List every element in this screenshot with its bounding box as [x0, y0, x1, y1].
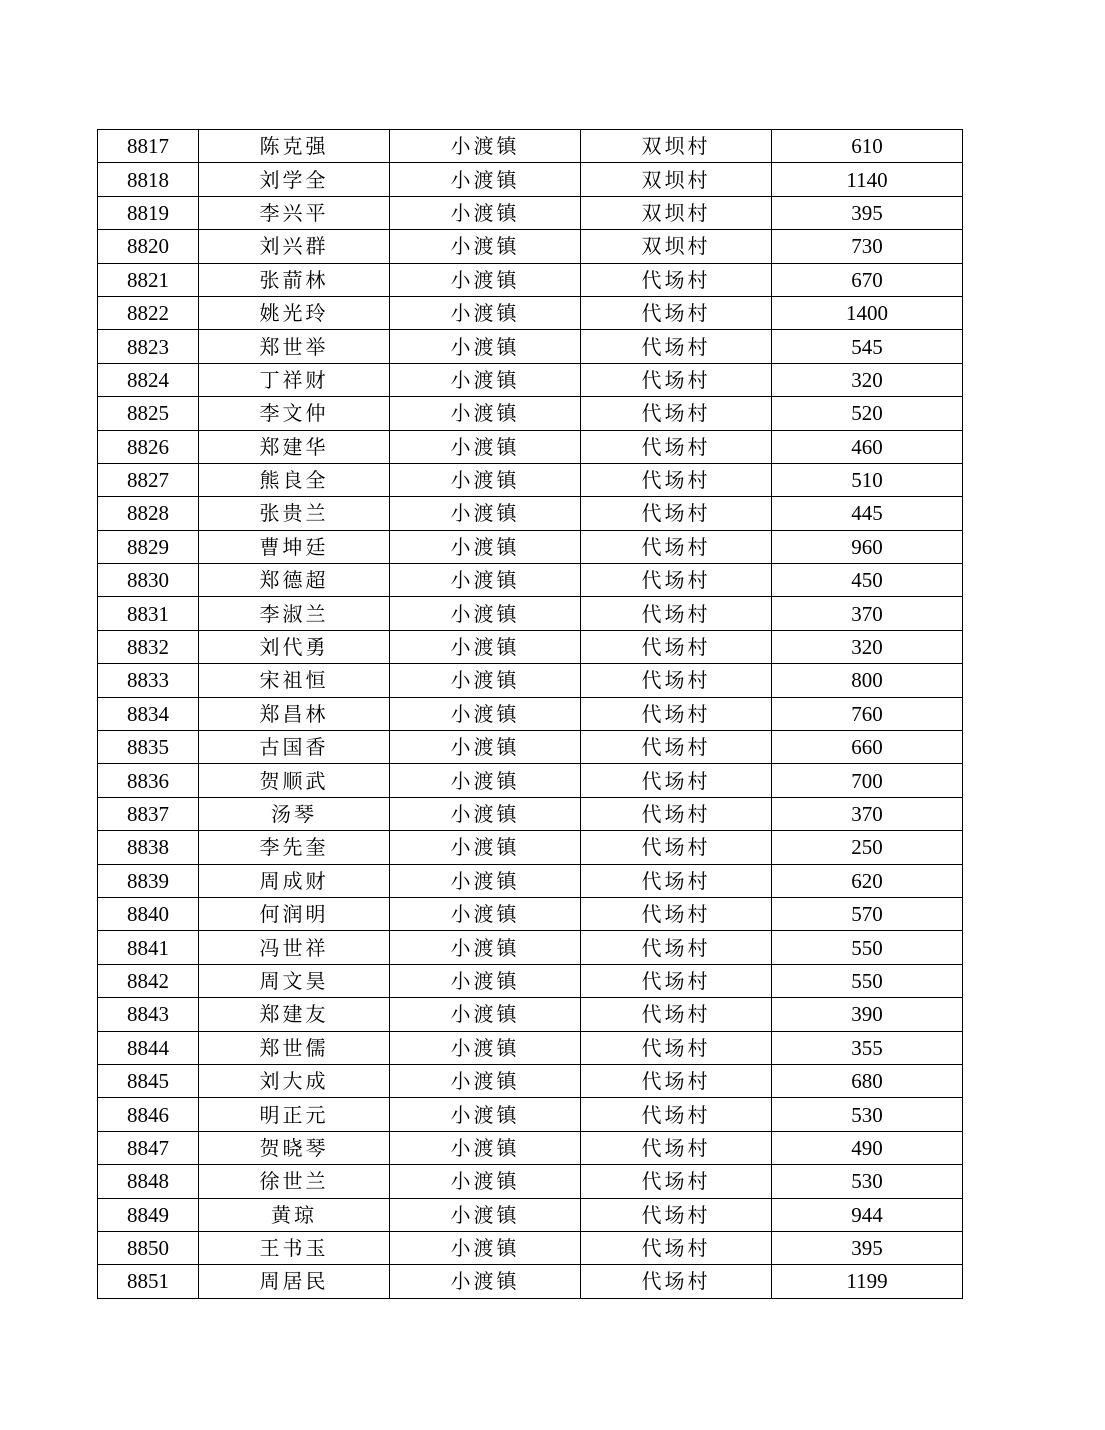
name-cell: 周成财	[199, 864, 390, 897]
table-row	[98, 764, 963, 797]
serial-number-cell: 8828	[98, 497, 199, 530]
serial-number-cell: 8824	[98, 363, 199, 396]
table-row	[98, 630, 963, 663]
serial-number-cell: 8831	[98, 597, 199, 630]
amount-cell: 445	[772, 497, 963, 530]
amount-cell: 370	[772, 797, 963, 830]
amount-cell: 680	[772, 1064, 963, 1097]
table-row	[98, 130, 963, 163]
serial-number-cell: 8817	[98, 130, 199, 163]
table-row	[98, 1265, 963, 1298]
village-cell: 代场村	[581, 831, 772, 864]
town-cell: 小渡镇	[390, 196, 581, 229]
serial-number-cell: 8825	[98, 397, 199, 430]
village-cell: 代场村	[581, 463, 772, 496]
amount-cell: 510	[772, 463, 963, 496]
amount-cell: 760	[772, 697, 963, 730]
amount-cell: 620	[772, 864, 963, 897]
town-cell: 小渡镇	[390, 230, 581, 263]
town-cell: 小渡镇	[390, 463, 581, 496]
town-cell: 小渡镇	[390, 731, 581, 764]
village-cell: 代场村	[581, 263, 772, 296]
table-row	[98, 897, 963, 930]
town-cell: 小渡镇	[390, 664, 581, 697]
table-row	[98, 1165, 963, 1198]
town-cell: 小渡镇	[390, 330, 581, 363]
village-cell: 代场村	[581, 998, 772, 1031]
name-cell: 陈克强	[199, 130, 390, 163]
town-cell: 小渡镇	[390, 397, 581, 430]
village-cell: 双坝村	[581, 163, 772, 196]
amount-cell: 395	[772, 196, 963, 229]
table-row	[98, 964, 963, 997]
village-cell: 代场村	[581, 630, 772, 663]
amount-cell: 700	[772, 764, 963, 797]
table-row	[98, 196, 963, 229]
town-cell: 小渡镇	[390, 263, 581, 296]
amount-cell: 610	[772, 130, 963, 163]
name-cell: 刘代勇	[199, 630, 390, 663]
town-cell: 小渡镇	[390, 1031, 581, 1064]
name-cell: 宋祖恒	[199, 664, 390, 697]
name-cell: 贺顺武	[199, 764, 390, 797]
table-row	[98, 1098, 963, 1131]
serial-number-cell: 8827	[98, 463, 199, 496]
serial-number-cell: 8835	[98, 731, 199, 764]
serial-number-cell: 8849	[98, 1198, 199, 1231]
village-cell: 代场村	[581, 1131, 772, 1164]
town-cell: 小渡镇	[390, 296, 581, 329]
table-row	[98, 463, 963, 496]
village-cell: 代场村	[581, 530, 772, 563]
amount-cell: 1140	[772, 163, 963, 196]
town-cell: 小渡镇	[390, 564, 581, 597]
village-cell: 代场村	[581, 1198, 772, 1231]
town-cell: 小渡镇	[390, 897, 581, 930]
village-cell: 代场村	[581, 363, 772, 396]
serial-number-cell: 8830	[98, 564, 199, 597]
village-cell: 代场村	[581, 664, 772, 697]
name-cell: 刘大成	[199, 1064, 390, 1097]
town-cell: 小渡镇	[390, 1131, 581, 1164]
serial-number-cell: 8840	[98, 897, 199, 930]
town-cell: 小渡镇	[390, 1165, 581, 1198]
amount-cell: 520	[772, 397, 963, 430]
amount-cell: 320	[772, 630, 963, 663]
serial-number-cell: 8836	[98, 764, 199, 797]
village-cell: 代场村	[581, 1031, 772, 1064]
amount-cell: 370	[772, 597, 963, 630]
village-cell: 代场村	[581, 931, 772, 964]
table-row	[98, 296, 963, 329]
village-cell: 代场村	[581, 764, 772, 797]
amount-cell: 550	[772, 931, 963, 964]
serial-number-cell: 8838	[98, 831, 199, 864]
amount-cell: 320	[772, 363, 963, 396]
town-cell: 小渡镇	[390, 831, 581, 864]
name-cell: 何润明	[199, 897, 390, 930]
town-cell: 小渡镇	[390, 1064, 581, 1097]
name-cell: 李先奎	[199, 831, 390, 864]
serial-number-cell: 8845	[98, 1064, 199, 1097]
name-cell: 郑建华	[199, 430, 390, 463]
village-cell: 双坝村	[581, 130, 772, 163]
table-row	[98, 797, 963, 830]
name-cell: 郑世举	[199, 330, 390, 363]
village-cell: 代场村	[581, 964, 772, 997]
table-row	[98, 263, 963, 296]
name-cell: 张葥林	[199, 263, 390, 296]
name-cell: 徐世兰	[199, 1165, 390, 1198]
town-cell: 小渡镇	[390, 363, 581, 396]
village-cell: 代场村	[581, 397, 772, 430]
town-cell: 小渡镇	[390, 764, 581, 797]
town-cell: 小渡镇	[390, 530, 581, 563]
amount-cell: 545	[772, 330, 963, 363]
table-row	[98, 230, 963, 263]
table-row	[98, 1064, 963, 1097]
village-cell: 代场村	[581, 797, 772, 830]
serial-number-cell: 8851	[98, 1265, 199, 1298]
amount-cell: 670	[772, 263, 963, 296]
table-row	[98, 597, 963, 630]
name-cell: 张贵兰	[199, 497, 390, 530]
serial-number-cell: 8820	[98, 230, 199, 263]
table-row	[98, 864, 963, 897]
serial-number-cell: 8846	[98, 1098, 199, 1131]
table-row	[98, 664, 963, 697]
table-row	[98, 330, 963, 363]
town-cell: 小渡镇	[390, 964, 581, 997]
village-cell: 代场村	[581, 864, 772, 897]
village-cell: 代场村	[581, 497, 772, 530]
table-row	[98, 397, 963, 430]
table-row	[98, 1198, 963, 1231]
name-cell: 姚光玲	[199, 296, 390, 329]
village-cell: 代场村	[581, 564, 772, 597]
name-cell: 周文昊	[199, 964, 390, 997]
town-cell: 小渡镇	[390, 697, 581, 730]
amount-cell: 355	[772, 1031, 963, 1064]
amount-cell: 1199	[772, 1265, 963, 1298]
table-row	[98, 530, 963, 563]
table-row	[98, 1131, 963, 1164]
table-row	[98, 163, 963, 196]
amount-cell: 730	[772, 230, 963, 263]
town-cell: 小渡镇	[390, 998, 581, 1031]
village-cell: 代场村	[581, 597, 772, 630]
serial-number-cell: 8829	[98, 530, 199, 563]
amount-cell: 250	[772, 831, 963, 864]
serial-number-cell: 8834	[98, 697, 199, 730]
town-cell: 小渡镇	[390, 163, 581, 196]
table-row	[98, 497, 963, 530]
name-cell: 李兴平	[199, 196, 390, 229]
table-row	[98, 697, 963, 730]
serial-number-cell: 8839	[98, 864, 199, 897]
serial-number-cell: 8848	[98, 1165, 199, 1198]
serial-number-cell: 8843	[98, 998, 199, 1031]
village-cell: 代场村	[581, 1265, 772, 1298]
town-cell: 小渡镇	[390, 1098, 581, 1131]
town-cell: 小渡镇	[390, 430, 581, 463]
table-row	[98, 1031, 963, 1064]
name-cell: 郑世儒	[199, 1031, 390, 1064]
roster-table	[97, 129, 963, 1299]
name-cell: 明正元	[199, 1098, 390, 1131]
table-row	[98, 430, 963, 463]
amount-cell: 570	[772, 897, 963, 930]
village-cell: 双坝村	[581, 230, 772, 263]
name-cell: 贺晓琴	[199, 1131, 390, 1164]
village-cell: 代场村	[581, 697, 772, 730]
serial-number-cell: 8850	[98, 1231, 199, 1264]
name-cell: 汤琴	[199, 797, 390, 830]
name-cell: 郑昌林	[199, 697, 390, 730]
amount-cell: 944	[772, 1198, 963, 1231]
name-cell: 李淑兰	[199, 597, 390, 630]
village-cell: 代场村	[581, 430, 772, 463]
amount-cell: 960	[772, 530, 963, 563]
amount-cell: 450	[772, 564, 963, 597]
serial-number-cell: 8832	[98, 630, 199, 663]
table-row	[98, 564, 963, 597]
table-row	[98, 998, 963, 1031]
name-cell: 丁祥财	[199, 363, 390, 396]
table-row	[98, 1231, 963, 1264]
village-cell: 双坝村	[581, 196, 772, 229]
serial-number-cell: 8826	[98, 430, 199, 463]
serial-number-cell: 8833	[98, 664, 199, 697]
amount-cell: 660	[772, 731, 963, 764]
name-cell: 古国香	[199, 731, 390, 764]
town-cell: 小渡镇	[390, 1231, 581, 1264]
town-cell: 小渡镇	[390, 864, 581, 897]
town-cell: 小渡镇	[390, 597, 581, 630]
amount-cell: 460	[772, 430, 963, 463]
serial-number-cell: 8821	[98, 263, 199, 296]
serial-number-cell: 8847	[98, 1131, 199, 1164]
town-cell: 小渡镇	[390, 797, 581, 830]
serial-number-cell: 8819	[98, 196, 199, 229]
serial-number-cell: 8837	[98, 797, 199, 830]
amount-cell: 390	[772, 998, 963, 1031]
serial-number-cell: 8841	[98, 931, 199, 964]
serial-number-cell: 8823	[98, 330, 199, 363]
village-cell: 代场村	[581, 731, 772, 764]
village-cell: 代场村	[581, 296, 772, 329]
amount-cell: 395	[772, 1231, 963, 1264]
village-cell: 代场村	[581, 330, 772, 363]
village-cell: 代场村	[581, 1098, 772, 1131]
village-cell: 代场村	[581, 897, 772, 930]
amount-cell: 530	[772, 1165, 963, 1198]
table-row	[98, 363, 963, 396]
serial-number-cell: 8844	[98, 1031, 199, 1064]
serial-number-cell: 8842	[98, 964, 199, 997]
table-row	[98, 831, 963, 864]
table-row	[98, 931, 963, 964]
roster-table-body	[98, 130, 963, 1299]
serial-number-cell: 8822	[98, 296, 199, 329]
name-cell: 王书玉	[199, 1231, 390, 1264]
name-cell: 刘学全	[199, 163, 390, 196]
village-cell: 代场村	[581, 1064, 772, 1097]
name-cell: 郑德超	[199, 564, 390, 597]
amount-cell: 1400	[772, 296, 963, 329]
town-cell: 小渡镇	[390, 497, 581, 530]
town-cell: 小渡镇	[390, 630, 581, 663]
town-cell: 小渡镇	[390, 1265, 581, 1298]
name-cell: 刘兴群	[199, 230, 390, 263]
village-cell: 代场村	[581, 1165, 772, 1198]
town-cell: 小渡镇	[390, 1198, 581, 1231]
town-cell: 小渡镇	[390, 931, 581, 964]
name-cell: 黄琼	[199, 1198, 390, 1231]
amount-cell: 530	[772, 1098, 963, 1131]
name-cell: 熊良全	[199, 463, 390, 496]
serial-number-cell: 8818	[98, 163, 199, 196]
amount-cell: 490	[772, 1131, 963, 1164]
town-cell: 小渡镇	[390, 130, 581, 163]
name-cell: 曹坤廷	[199, 530, 390, 563]
village-cell: 代场村	[581, 1231, 772, 1264]
amount-cell: 800	[772, 664, 963, 697]
name-cell: 郑建友	[199, 998, 390, 1031]
table-row	[98, 731, 963, 764]
name-cell: 李文仲	[199, 397, 390, 430]
name-cell: 冯世祥	[199, 931, 390, 964]
amount-cell: 550	[772, 964, 963, 997]
name-cell: 周居民	[199, 1265, 390, 1298]
